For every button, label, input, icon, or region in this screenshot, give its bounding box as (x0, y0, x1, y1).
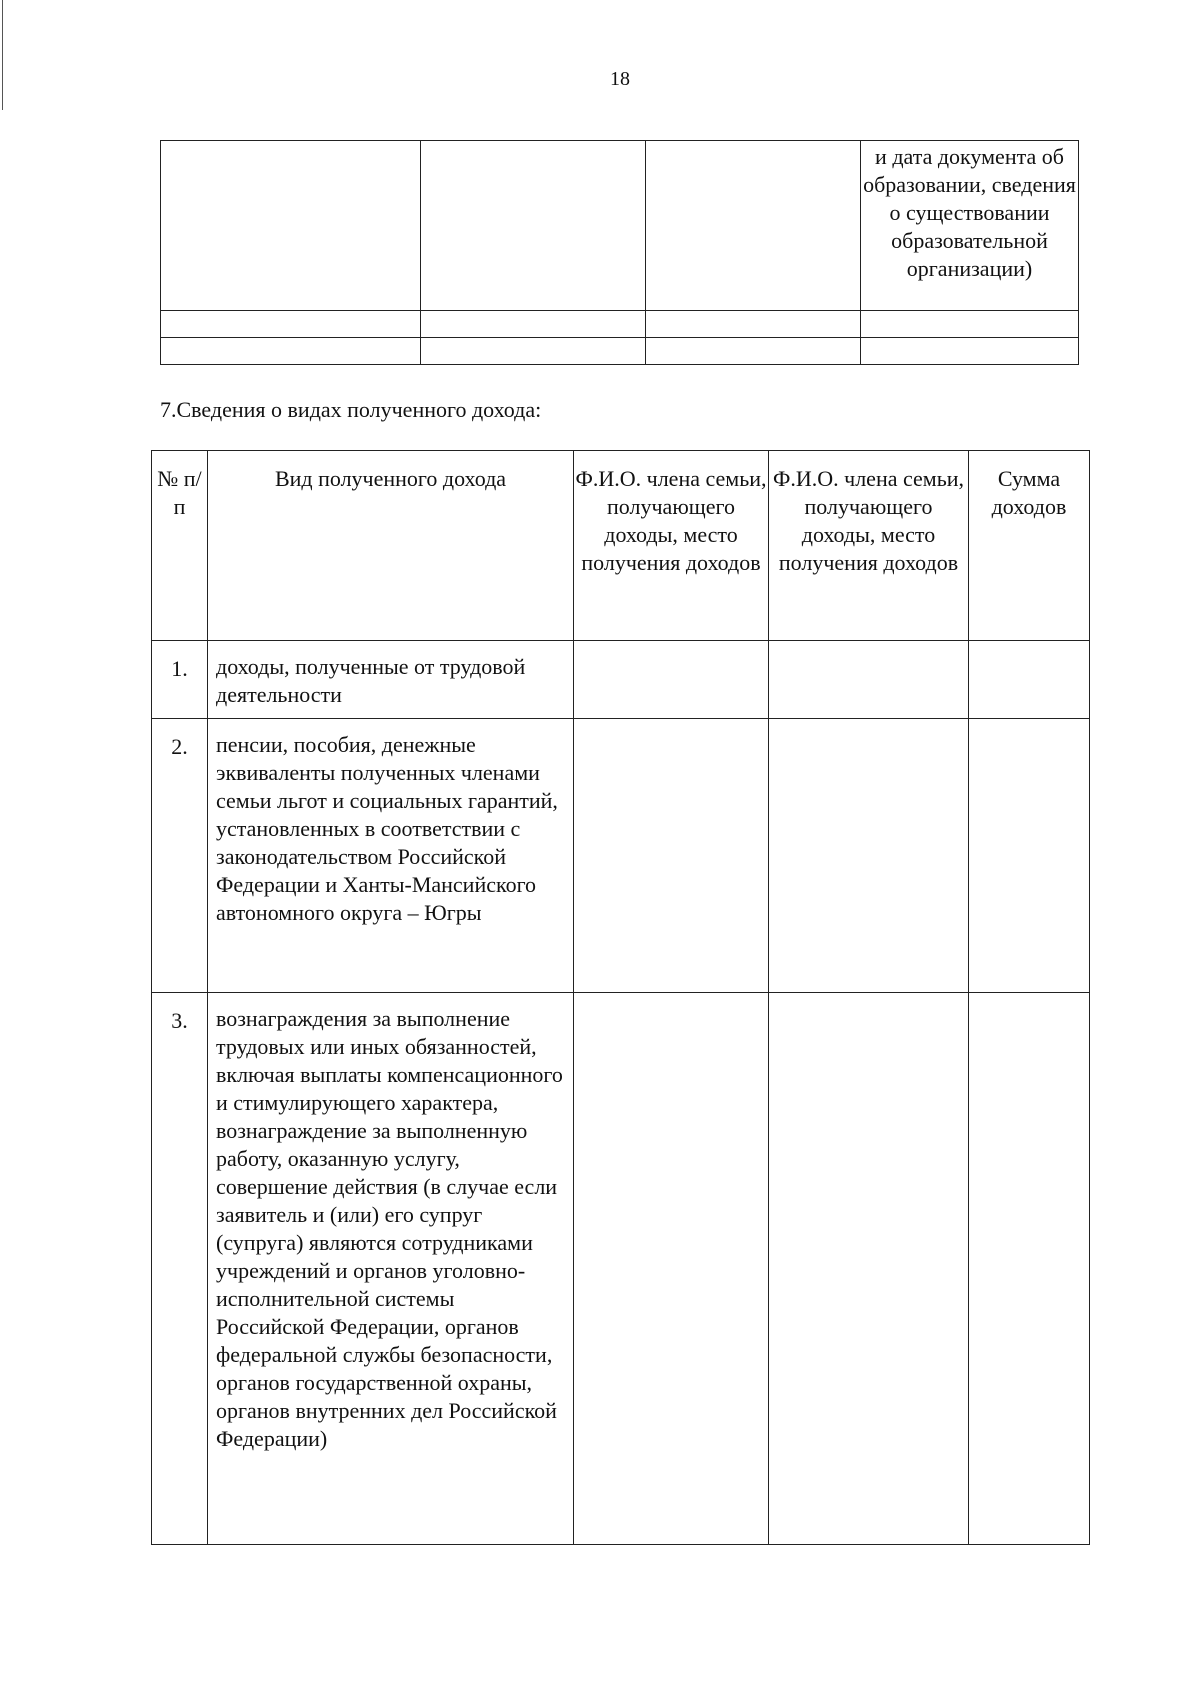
table-cell (161, 311, 421, 338)
table-cell (769, 993, 969, 1545)
table-row (152, 641, 1090, 719)
row-income-kind: доходы, полученные от трудовой деятельности (208, 641, 574, 719)
table-cell (421, 338, 646, 365)
continued-table (160, 140, 1079, 365)
row-income-kind: пенсии, пособия, денежные эквиваленты полученных членами семьи льгот и социальных гарантий, установленных в соответствии с законодательством Российской Федерации и Ханты-Мансийского автономного округа – Югры (208, 719, 574, 993)
table-cell (574, 641, 769, 719)
table-cell (769, 641, 969, 719)
table-cell (861, 311, 1079, 338)
table-cell (769, 719, 969, 993)
header-income-kind: Вид полученного дохода (208, 451, 574, 641)
table-cell (969, 993, 1090, 1545)
table-cell (574, 993, 769, 1545)
row-number: 2. (152, 719, 208, 993)
row-number: 3. (152, 993, 208, 1545)
table-cell (646, 338, 861, 365)
page-number: 18 (610, 68, 630, 90)
table-cell (574, 719, 769, 993)
page-edge-line (2, 0, 3, 110)
table-cell (421, 311, 646, 338)
table-row (152, 719, 1090, 993)
table-cell-continuation: и дата документа об образовании, сведения о существовании образовательной организации) (861, 141, 1079, 311)
header-income-sum: Сумма доходов (969, 451, 1090, 641)
table-cell (421, 141, 646, 311)
table-cell (161, 338, 421, 365)
table-cell (646, 141, 861, 311)
table-row (161, 141, 1079, 311)
table-row (152, 993, 1090, 1545)
row-number: 1. (152, 641, 208, 719)
table-cell (969, 641, 1090, 719)
row-income-kind: вознаграждения за выполнение трудовых или иных обязанностей, включая выплаты компенсационного и стимулирующего характера, вознаграждение за выполненную работу, оказанную услугу, совершение действия (в случае если заявитель и (или) его супруг (супруга) являются сотрудниками учреждений и органов уголовно-исполнительной системы Российской Федерации, органов федеральной службы безопасности, органов государственной охраны, органов внутренних дел Российской Федерации) (208, 993, 574, 1545)
header-family-member-2: Ф.И.О. члена семьи, получающего доходы, место получения доходов (769, 451, 969, 641)
table-cell (646, 311, 861, 338)
table-cell (861, 338, 1079, 365)
table-header-row (152, 451, 1090, 641)
header-family-member-1: Ф.И.О. члена семьи, получающего доходы, место получения доходов (574, 451, 769, 641)
table-row (161, 338, 1079, 365)
income-table (151, 450, 1090, 1545)
section-heading: 7.Сведения о видах полученного дохода: (160, 397, 542, 422)
header-number: № п/п (152, 451, 208, 641)
table-cell (161, 141, 421, 311)
table-cell (969, 719, 1090, 993)
table-row (161, 311, 1079, 338)
